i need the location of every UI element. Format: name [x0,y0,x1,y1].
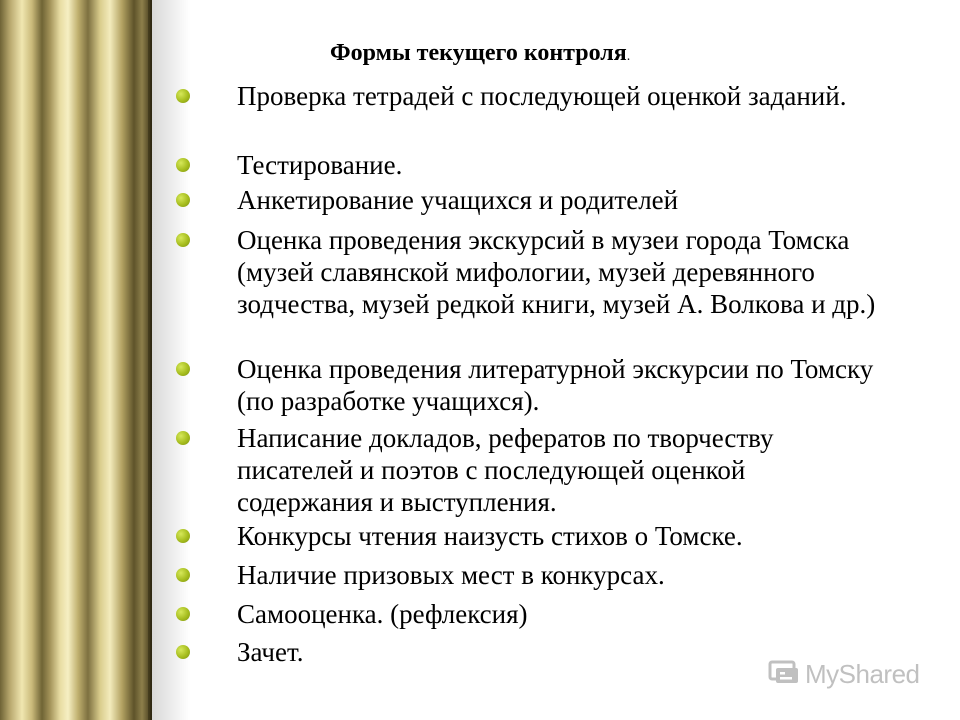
list-item-text: Написание докладов, рефератов по творчеству писателей и поэтов с последующей оценкой содержания и выступления. [237,423,774,517]
slide-title-text: Формы текущего контроля [330,40,627,66]
bullet-icon [176,158,190,172]
myshared-watermark [767,657,920,691]
list-item-text: Зачет. [237,637,304,667]
bullet-icon [176,607,190,621]
bullet-icon [176,193,190,207]
watermark-text: MyShared [805,658,920,689]
bullet-icon [176,431,190,445]
list-item-text: Наличие призовых мест в конкурсах. [237,560,665,590]
bullet-icon [176,233,190,247]
list-item-text: Оценка проведения экскурсий в музеи города Томска (музей славянской мифологии, музей деревянного зодчества, музей редкой книги, музей А. Волкова и др.) [237,225,876,319]
bullet-icon [176,362,190,376]
myshared-logo-icon [767,659,801,689]
list-item-text: Конкурсы чтения наизусть стихов о Томске. [237,521,743,551]
bullet-icon [176,568,190,582]
list-item-text: Самооценка. (рефлексия) [237,599,528,629]
bullet-icon [176,89,190,103]
slide-title [330,39,630,71]
slide-title-period: . [626,49,631,64]
list-item-text: Проверка тетрадей с последующей оценкой заданий. [237,81,847,111]
bullet-icon [176,529,190,543]
bullet-icon [176,645,190,659]
list-item-text: Оценка проведения литературной экскурсии по Томску (по разработке учащихся). [237,354,874,416]
gold-curtain-border [0,0,152,720]
list-item-text: Анкетирование учащихся и родителей [237,185,679,215]
list-item-text: Тестирование. [237,150,403,180]
